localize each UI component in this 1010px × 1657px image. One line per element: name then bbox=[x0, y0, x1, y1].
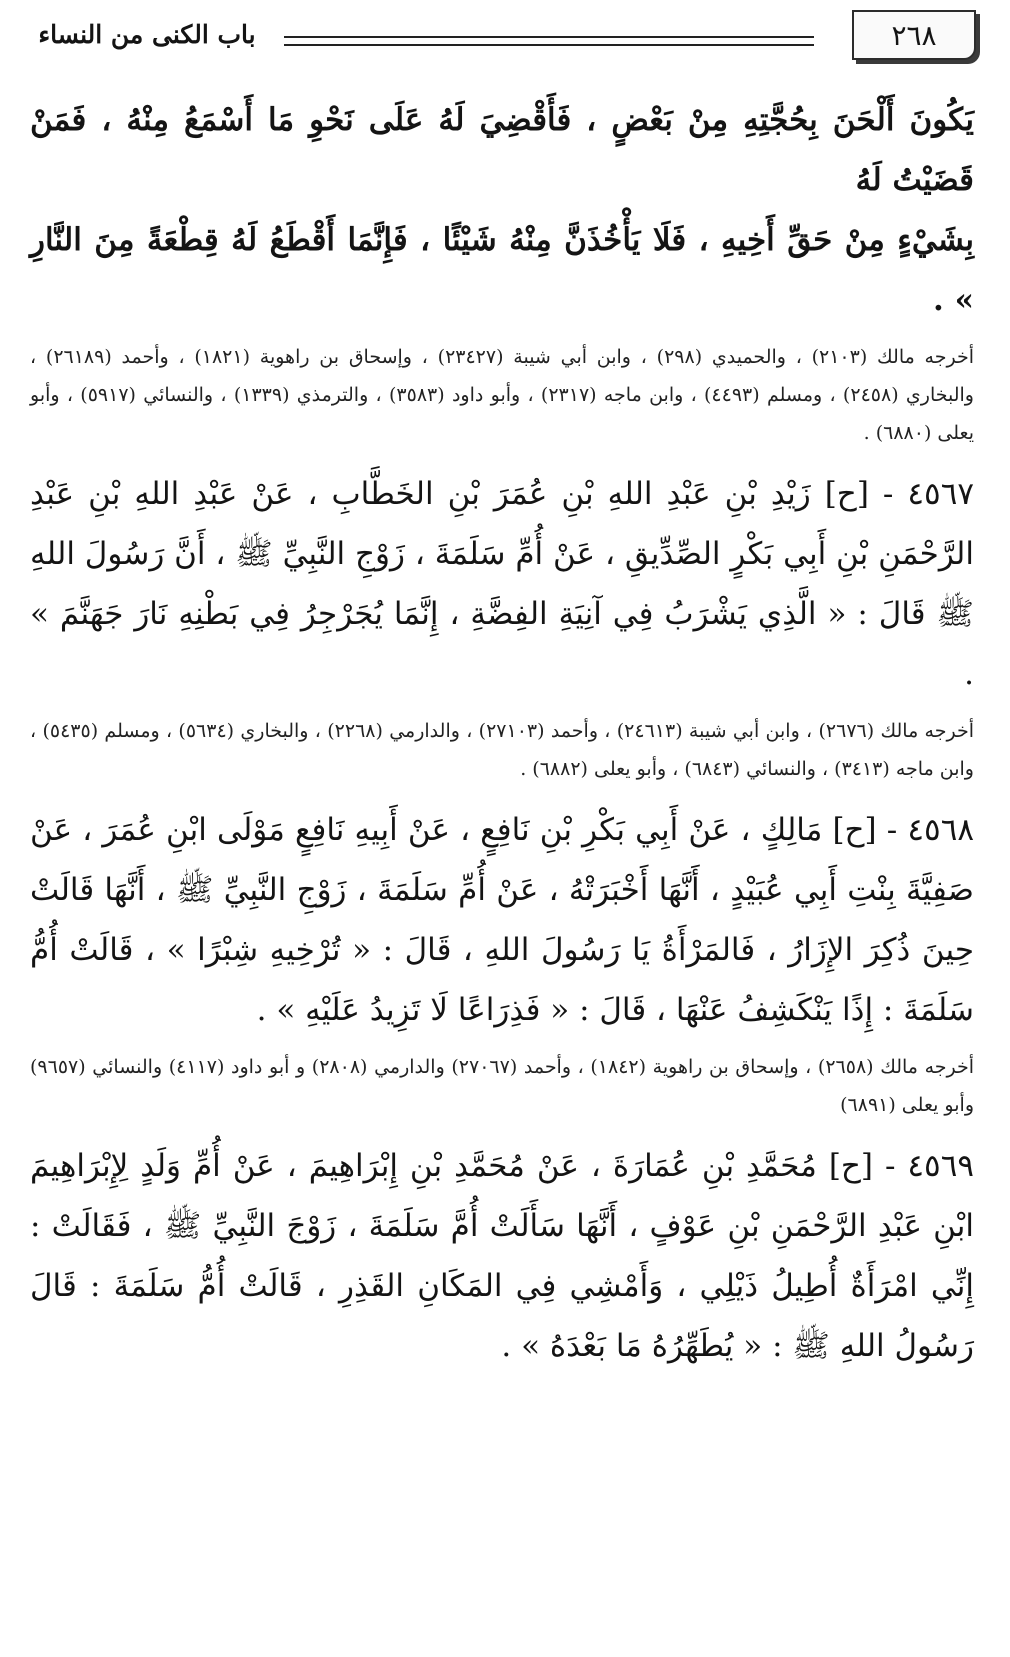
hadith-continuation-line-1: يَكُونَ أَلْحَنَ بِحُجَّتِهِ مِنْ بَعْضٍ ، فَأَقْضِيَ لَهُ عَلَى نَحْوِ مَا أَسْمَعُ مِنْهُ ، فَمَنْ قَضَيْتُ لَهُ bbox=[30, 102, 974, 198]
hadith-4567-text: ٤٥٦٧ - [ح] زَيْدِ بْنِ عَبْدِ اللهِ بْنِ عُمَرَ بْنِ الخَطَّابِ ، عَنْ عَبْدِ اللهِ بْنِ عَبْدِ الرَّحْمَنِ بْنِ أَبِي بَكْرٍ الصِّدِّيقِ ، عَنْ أُمِّ سَلَمَةَ ، زَوْجِ النَّبِيِّ ﷺ ، أَنَّ رَسُولَ اللهِ ﷺ قَالَ : « الَّذِي يَشْرَبُ فِي آنِيَةِ الفِضَّةِ ، إِنَّمَا يُجَرْجِرُ فِي بَطْنِهِ نَارَ جَهَنَّمَ » . bbox=[30, 476, 974, 692]
hadith-4568-text: ٤٥٦٨ - [ح] مَالِكٍ ، عَنْ أَبِي بَكْرِ بْنِ نَافِعٍ ، عَنْ أَبِيهِ نَافِعٍ مَوْلَى ابْنِ عُمَرَ ، عَنْ صَفِيَّةَ بِنْتِ أَبِي عُبَيْدٍ ، أَنَّهَا أَخْبَرَتْهُ ، عَنْ أُمِّ سَلَمَةَ ، زَوْجِ النَّبِيِّ ﷺ ، أَنَّهَا قَالَتْ حِينَ ذُكِرَ الإِزَارُ ، فَالمَرْأَةُ يَا رَسُولَ اللهِ ، قَالَ : « تُرْخِيهِ شِبْرًا » ، قَالَتْ أُمُّ سَلَمَةَ : إِذًا يَنْكَشِفُ عَنْهَا ، قَالَ : « فَذِرَاعًا لَا تَزِيدُ عَلَيْهِ » . bbox=[30, 812, 974, 1028]
page-number: ٢٦٨ bbox=[852, 10, 976, 60]
takhrij-4567-text: أخرجه مالك (٢٦٧٦) ، وابن أبي شيبة (٢٤٦١٣) ، وأحمد (٢٧١٠٣) ، والدارمي (٢٢٦٨) ، والبخاري (٥٦٣٤) ، ومسلم (٥٤٣٥) ، وابن ماجه (٣٤١٣) ، والنسائي (٦٨٤٣) ، وأبو يعلى (٦٨٨٢) . bbox=[30, 720, 974, 780]
takhrij-4567 bbox=[30, 712, 974, 788]
takhrij-note bbox=[30, 338, 974, 452]
hadith-continuation bbox=[30, 90, 974, 330]
takhrij-4568-text: أخرجه مالك (٢٦٥٨) ، وإسحاق بن راهوية (١٨٤٢) ، وأحمد (٢٧٠٦٧) والدارمي (٢٨٠٨) و أبو داود (٤١١٧) والنسائي (٩٦٥٧) وأبو يعلى (٦٨٩١) bbox=[30, 1056, 975, 1116]
hadith-4569 bbox=[30, 1136, 974, 1376]
page-header bbox=[0, 10, 1010, 68]
hadith-4568 bbox=[30, 800, 974, 1040]
takhrij-text: أخرجه مالك (٢١٠٣) ، والحميدي (٢٩٨) ، وابن أبي شيبة (٢٣٤٢٧) ، وإسحاق بن راهوية (١٨٢١) ، وأحمد (٢٦١٨٩) ، والبخاري (٢٤٥٨) ، ومسلم (٤٤٩٣) ، وابن ماجه (٢٣١٧) ، وأبو داود (٣٥٨٣) ، والترمذي (١٣٣٩) ، والنسائي (٥٩١٧) ، وأبو يعلى (٦٨٨٠) . bbox=[30, 346, 974, 444]
hadith-continuation-line-2: بِشَيْءٍ مِنْ حَقِّ أَخِيهِ ، فَلَا يَأْخُذَنَّ مِنْهُ شَيْئًا ، فَإِنَّمَا أَقْطَعُ لَهُ قِطْعَةً مِنَ النَّارِ » . bbox=[30, 222, 974, 318]
takhrij-4568 bbox=[30, 1048, 974, 1124]
hadith-4569-text: ٤٥٦٩ - [ح] مُحَمَّدِ بْنِ عُمَارَةَ ، عَنْ مُحَمَّدِ بْنِ إِبْرَاهِيمَ ، عَنْ أُمِّ وَلَدٍ لِإِبْرَاهِيمَ ابْنِ عَبْدِ الرَّحْمَنِ بْنِ عَوْفٍ ، أَنَّهَا سَأَلَتْ أُمَّ سَلَمَةَ ، زَوْجَ النَّبِيِّ ﷺ ، فَقَالَتْ : إِنِّي امْرَأَةٌ أُطِيلُ ذَيْلِي ، وَأَمْشِي فِي المَكَانِ القَذِرِ ، قَالَتْ أُمُّ سَلَمَةَ : قَالَ رَسُولُ اللهِ ﷺ : « يُطَهِّرُهُ مَا بَعْدَهُ » . bbox=[30, 1148, 974, 1364]
header-rule-bottom bbox=[284, 44, 814, 46]
hadith-4567 bbox=[30, 464, 974, 704]
chapter-title: باب الكنى من النساء bbox=[38, 20, 256, 49]
page-body bbox=[30, 90, 974, 1376]
header-rule-top bbox=[284, 36, 814, 38]
